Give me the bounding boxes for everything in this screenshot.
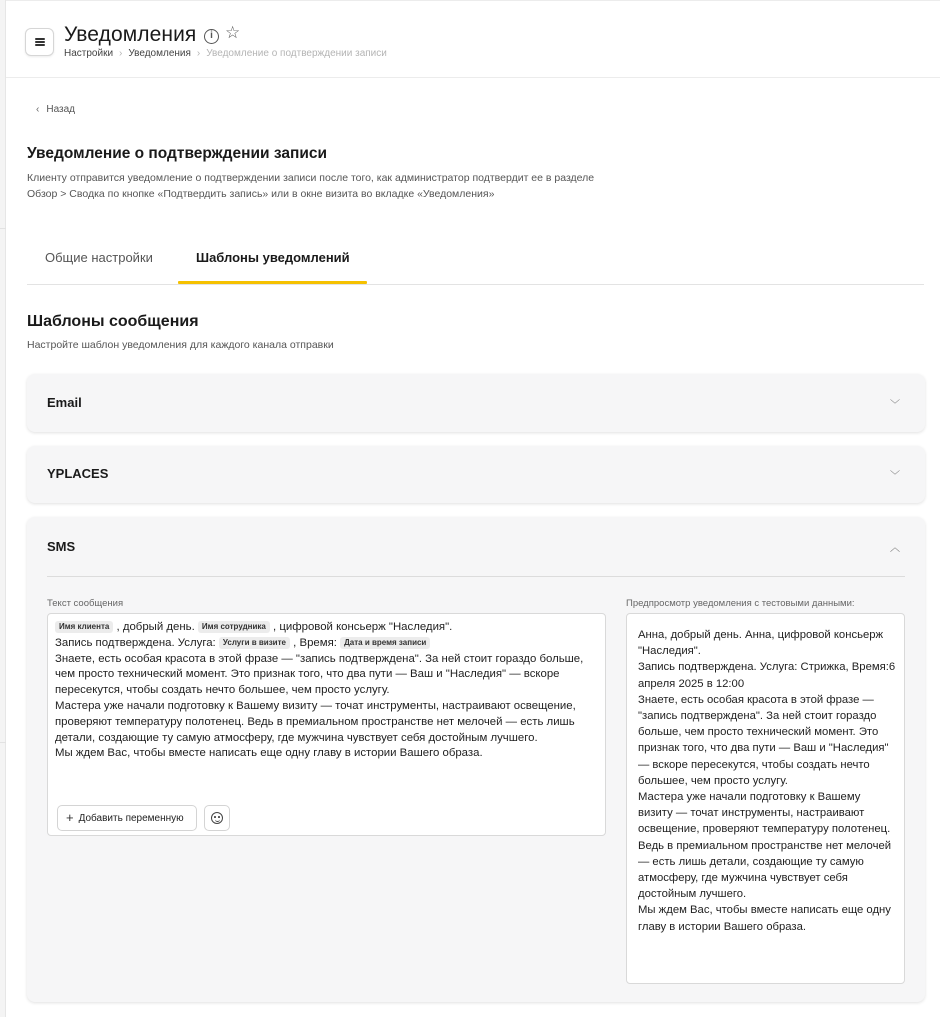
star-icon[interactable]: ☆ [225,23,241,42]
breadcrumb-item-current: Уведомление о подтверждении записи [206,48,387,59]
smiley-icon [211,812,223,824]
accordion-email[interactable] [27,374,925,432]
message-paragraph: Мастера уже начали подготовку к Вашему визиту — точат инструменты, настраивают освещение, проверяют температуру полотенец. Ведь в премиальном пространстве нет мелочей — есть лишь детали, создающие ту самую атмосферу, где мужчина чувствует себя достойным лучшего. [55,699,576,744]
message-text-segment: , Время: [293,636,337,649]
add-variable-button[interactable] [57,805,197,831]
page-header [6,0,940,78]
emoji-button[interactable] [204,805,230,831]
preview-label: Предпросмотр уведомления с тестовыми данными: [626,598,855,609]
hamburger-icon [35,38,45,46]
plus-icon: + [66,810,74,825]
divider [47,576,905,577]
accordion-title: YPLACES [47,466,109,481]
message-text-content[interactable] [55,620,600,762]
accordion-title: Email [47,395,82,410]
active-tab-indicator [178,281,367,284]
breadcrumb-separator-icon: › [196,48,201,59]
sidebar-edge [0,0,6,1017]
templates-description: Настройте шаблон уведомления для каждого канала отправки [27,339,334,351]
templates-title: Шаблоны сообщения [27,313,199,330]
accordion-sms [27,517,925,1002]
tab-bar [27,236,924,285]
breadcrumb [64,48,387,59]
breadcrumb-item-settings[interactable]: Настройки [64,48,114,59]
message-text-label: Текст сообщения [47,598,124,609]
preview-paragraph: Запись подтверждена. Услуга: Стрижка, Время:6 апреля 2025 в 12:00 [638,661,896,690]
variable-chip-datetime[interactable]: Дата и время записи [340,637,430,649]
info-icon[interactable]: i [204,29,219,44]
variable-chip-client-name[interactable]: Имя клиента [55,621,113,633]
sidebar-divider [0,742,6,743]
section-description: Клиенту отправится уведомление о подтверждении записи после того, как администратор подтвердит ее в разделе Обзор > Сводка по кнопке «Подтвердить запись» или в окне визита во вкладке «Уведомления» [27,172,595,200]
section-title: Уведомление о подтверждении записи [27,145,328,162]
back-label: Назад [46,104,75,115]
preview-panel [626,613,905,984]
breadcrumb-item-notifications[interactable]: Уведомления [128,48,191,59]
message-paragraph: Мы ждем Вас, чтобы вместе написать еще одну главу в истории Вашего образа. [55,747,483,760]
preview-content [638,627,898,935]
variable-chip-employee-name[interactable]: Имя сотрудника [198,621,270,633]
breadcrumb-separator-icon: › [119,48,123,59]
back-link[interactable] [36,104,75,115]
page-title: Уведомления [64,23,197,46]
message-text-segment: , цифровой консьерж "Наследия". [273,621,453,633]
accordion-title[interactable]: SMS [47,539,76,554]
chevron-up-icon[interactable]: ︿ [890,543,900,554]
chevron-down-icon: ﹀ [890,471,900,482]
tab-notification-templates[interactable]: Шаблоны уведомлений [196,250,350,265]
preview-paragraph: Знаете, есть особая красота в этой фразе — "запись подтверждена". За ней стоит гораздо больше, чем просто технический момент. Это признак того, что два пути — Ваш и "Наследия" — вскоре пересекутся, чтобы создать нечто большее, чем просто услугу. [638,693,889,787]
preview-paragraph: Мастера уже начали подготовку к Вашему визиту — точат инструменты, настраивают освещение, проверяют температуру полотенец. Ведь в премиальном пространстве нет мелочей — есть лишь детали, создающие ту самую атмосферу, где мужчина чувствует себя достойным лучшего. [638,791,892,901]
preview-paragraph: Мы ждем Вас, чтобы вместе написать еще одну главу в истории Вашего образа. [638,904,891,933]
add-variable-label: Добавить переменную [78,812,184,824]
message-text-editor[interactable] [47,613,606,836]
preview-paragraph: Анна, добрый день. Анна, цифровой консьерж "Наследия". [638,629,884,658]
sidebar-divider [0,228,6,229]
message-paragraph: Знаете, есть особая красота в этой фразе — "запись подтверждена". За ней стоит гораздо больше, чем просто технический момент. Это признак того, что два пути — Ваш и "Наследия" — вскоре пересекутся, чтобы создать нечто большее, чем просто услугу. [55,652,584,697]
accordion-yplaces[interactable] [27,446,925,503]
message-text-segment: Запись подтверждена. Услуга: [55,636,216,649]
tab-general-settings[interactable]: Общие настройки [45,250,153,265]
message-text-segment: , добрый день. [116,621,195,633]
menu-button[interactable] [25,28,54,56]
variable-chip-services[interactable]: Услуги в визите [219,637,290,649]
chevron-down-icon: ﹀ [890,400,900,411]
chevron-left-icon: ‹ [36,104,40,115]
